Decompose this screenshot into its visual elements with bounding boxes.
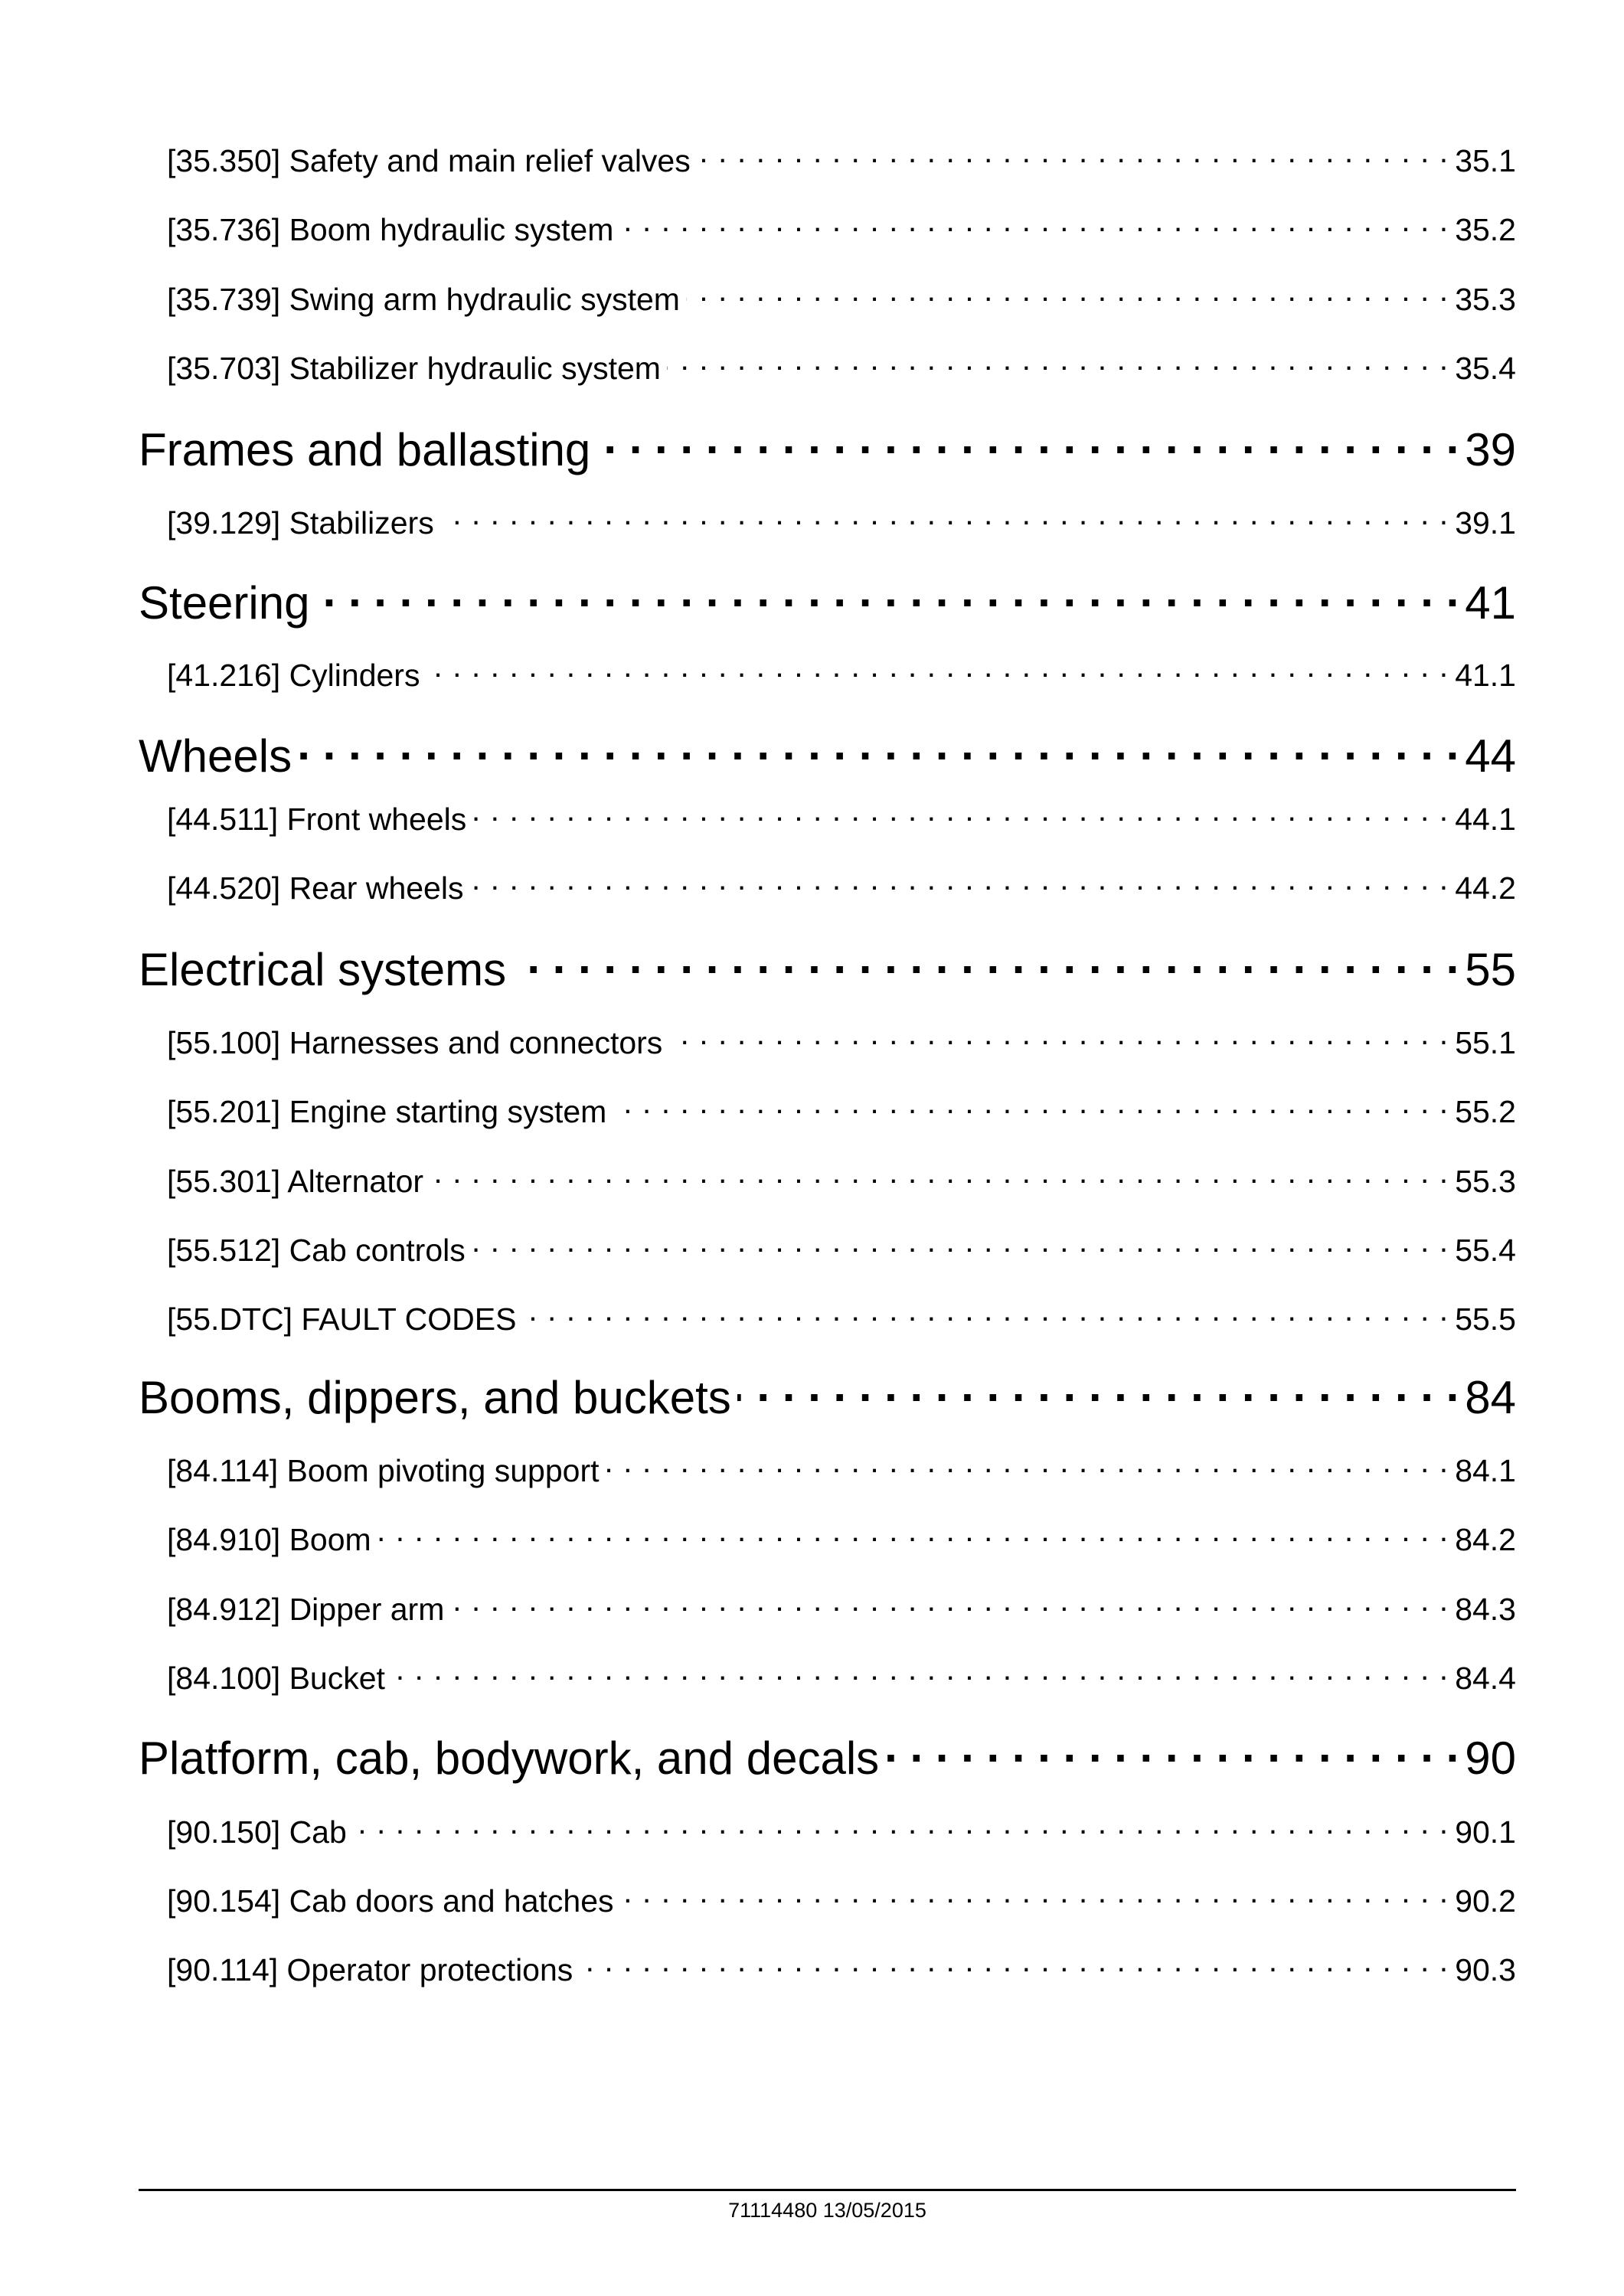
dot-leader — [522, 1298, 1449, 1330]
toc-entry-page: 90.3 — [1455, 1952, 1516, 1987]
toc-entry-label: [84.910] Boom — [167, 1522, 371, 1557]
toc-entry-page: 39.1 — [1455, 505, 1516, 541]
toc-entry-page: 35.1 — [1455, 143, 1516, 178]
dot-leader — [619, 209, 1449, 240]
toc-entry-page: 44.1 — [1455, 802, 1516, 837]
dot-leader — [697, 140, 1449, 171]
toc-entry[interactable] — [167, 867, 1516, 908]
toc-entry-page: 35.3 — [1455, 282, 1516, 317]
toc-section-page: 90 — [1465, 1733, 1516, 1784]
toc-entry-label: [84.912] Dipper arm — [167, 1592, 445, 1627]
toc-section-page: 39 — [1465, 424, 1516, 475]
toc-entry-label: [55.201] Engine starting system — [167, 1094, 607, 1129]
toc-entry-label: [44.520] Rear wheels — [167, 870, 464, 906]
toc-entry-label: [84.114] Boom pivoting support — [167, 1453, 600, 1488]
toc-entry[interactable] — [167, 1161, 1516, 1201]
toc-entry[interactable] — [167, 1091, 1516, 1132]
toc-entry-page: 84.4 — [1455, 1661, 1516, 1696]
toc-entry[interactable] — [167, 209, 1516, 250]
dot-leader — [391, 1657, 1449, 1689]
toc-entry-page: 55.1 — [1455, 1025, 1516, 1060]
toc-entry[interactable] — [167, 1880, 1516, 1921]
toc-entry[interactable] — [167, 1022, 1516, 1063]
toc-section[interactable] — [139, 420, 1516, 478]
toc-entry-page: 55.3 — [1455, 1164, 1516, 1199]
toc-entry-page: 41.1 — [1455, 658, 1516, 693]
dot-leader — [613, 1091, 1449, 1122]
dot-leader — [440, 502, 1449, 534]
toc-entry[interactable] — [167, 655, 1516, 695]
toc-entry-page: 55.5 — [1455, 1302, 1516, 1337]
dot-leader — [315, 573, 1459, 619]
dot-leader — [885, 1728, 1459, 1774]
dot-leader — [667, 348, 1449, 379]
toc-entry[interactable] — [167, 348, 1516, 388]
toc-entry[interactable] — [167, 502, 1516, 543]
toc-entry-page: 35.2 — [1455, 212, 1516, 247]
toc-section[interactable] — [139, 573, 1516, 631]
toc-entry[interactable] — [167, 799, 1516, 839]
dot-leader — [426, 655, 1449, 686]
toc-section[interactable] — [139, 939, 1516, 998]
toc-entry[interactable] — [167, 1450, 1516, 1491]
toc-section[interactable] — [139, 1728, 1516, 1786]
toc-entry-label: [35.703] Stabilizer hydraulic system — [167, 351, 661, 386]
toc-entry[interactable] — [167, 1589, 1516, 1629]
toc-section-label: Frames and ballasting — [139, 424, 591, 475]
toc-entry-page: 84.3 — [1455, 1592, 1516, 1627]
dot-leader — [620, 1880, 1449, 1912]
toc-entry[interactable] — [167, 1949, 1516, 1990]
toc-section-page: 84 — [1465, 1372, 1516, 1423]
dot-leader — [579, 1949, 1449, 1981]
toc-entry-page: 90.2 — [1455, 1883, 1516, 1919]
toc-entry[interactable] — [167, 1298, 1516, 1339]
toc-section-page: 44 — [1465, 730, 1516, 782]
toc-entry-page: 44.2 — [1455, 870, 1516, 906]
dot-leader — [472, 799, 1449, 830]
toc-entry-label: [35.739] Swing arm hydraulic system — [167, 282, 680, 317]
dot-leader — [686, 279, 1449, 310]
toc-entry-label: [90.154] Cab doors and hatches — [167, 1883, 614, 1919]
footer-doc-id: 71114480 13/05/2015 — [728, 2199, 926, 2222]
toc-entry-label: [44.511] Front wheels — [167, 802, 467, 837]
dot-leader — [596, 420, 1459, 465]
footer-divider — [139, 2189, 1516, 2191]
toc-entry-label: [55.DTC] FAULT CODES — [167, 1302, 517, 1337]
toc-section-page: 41 — [1465, 577, 1516, 629]
toc-entry-label: [90.150] Cab — [167, 1814, 347, 1850]
toc-entry-label: [39.129] Stabilizers — [167, 505, 434, 541]
toc-section-page: 55 — [1465, 944, 1516, 995]
dot-leader — [377, 1519, 1449, 1550]
toc-entry-label: [55.100] Harnesses and connectors — [167, 1025, 663, 1060]
dot-leader — [472, 1230, 1449, 1261]
toc-section[interactable] — [139, 726, 1516, 784]
dot-leader — [450, 1589, 1449, 1620]
toc-entry-page: 55.4 — [1455, 1233, 1516, 1268]
toc-entry[interactable] — [167, 1230, 1516, 1270]
toc-entry-page: 84.1 — [1455, 1453, 1516, 1488]
dot-leader — [298, 726, 1459, 772]
toc-entry[interactable] — [167, 1657, 1516, 1698]
toc-entry-label: [55.301] Alternator — [167, 1164, 424, 1199]
toc-section[interactable] — [139, 1367, 1516, 1426]
dot-leader — [606, 1450, 1449, 1481]
toc-section-label: Booms, dippers, and buckets — [139, 1372, 731, 1423]
toc-entry-page: 55.2 — [1455, 1094, 1516, 1129]
dot-leader — [668, 1022, 1449, 1053]
dot-leader — [512, 939, 1459, 985]
toc-entry-label: [41.216] Cylinders — [167, 658, 420, 693]
dot-leader — [469, 867, 1449, 899]
dot-leader — [737, 1367, 1459, 1413]
toc-entry[interactable] — [167, 1519, 1516, 1560]
toc-entry[interactable] — [167, 140, 1516, 181]
toc-entry-label: [55.512] Cab controls — [167, 1233, 466, 1268]
toc-entry[interactable] — [167, 1811, 1516, 1852]
toc-entry-label: [35.350] Safety and main relief valves — [167, 143, 691, 178]
toc-section-label: Wheels — [139, 730, 292, 782]
toc-entry-page: 84.2 — [1455, 1522, 1516, 1557]
toc-section-label: Electrical systems — [139, 944, 507, 995]
toc-entry-page: 35.4 — [1455, 351, 1516, 386]
toc-entry-label: [84.100] Bucket — [167, 1661, 385, 1696]
toc-entry-label: [90.114] Operator protections — [167, 1952, 573, 1987]
toc-section-label: Steering — [139, 577, 310, 629]
toc-section-label: Platform, cab, bodywork, and decals — [139, 1733, 880, 1784]
dot-leader — [430, 1161, 1449, 1192]
toc-entry-label: [35.736] Boom hydraulic system — [167, 212, 614, 247]
dot-leader — [353, 1811, 1449, 1843]
toc-entry[interactable] — [167, 279, 1516, 319]
toc-entry-page: 90.1 — [1455, 1814, 1516, 1850]
